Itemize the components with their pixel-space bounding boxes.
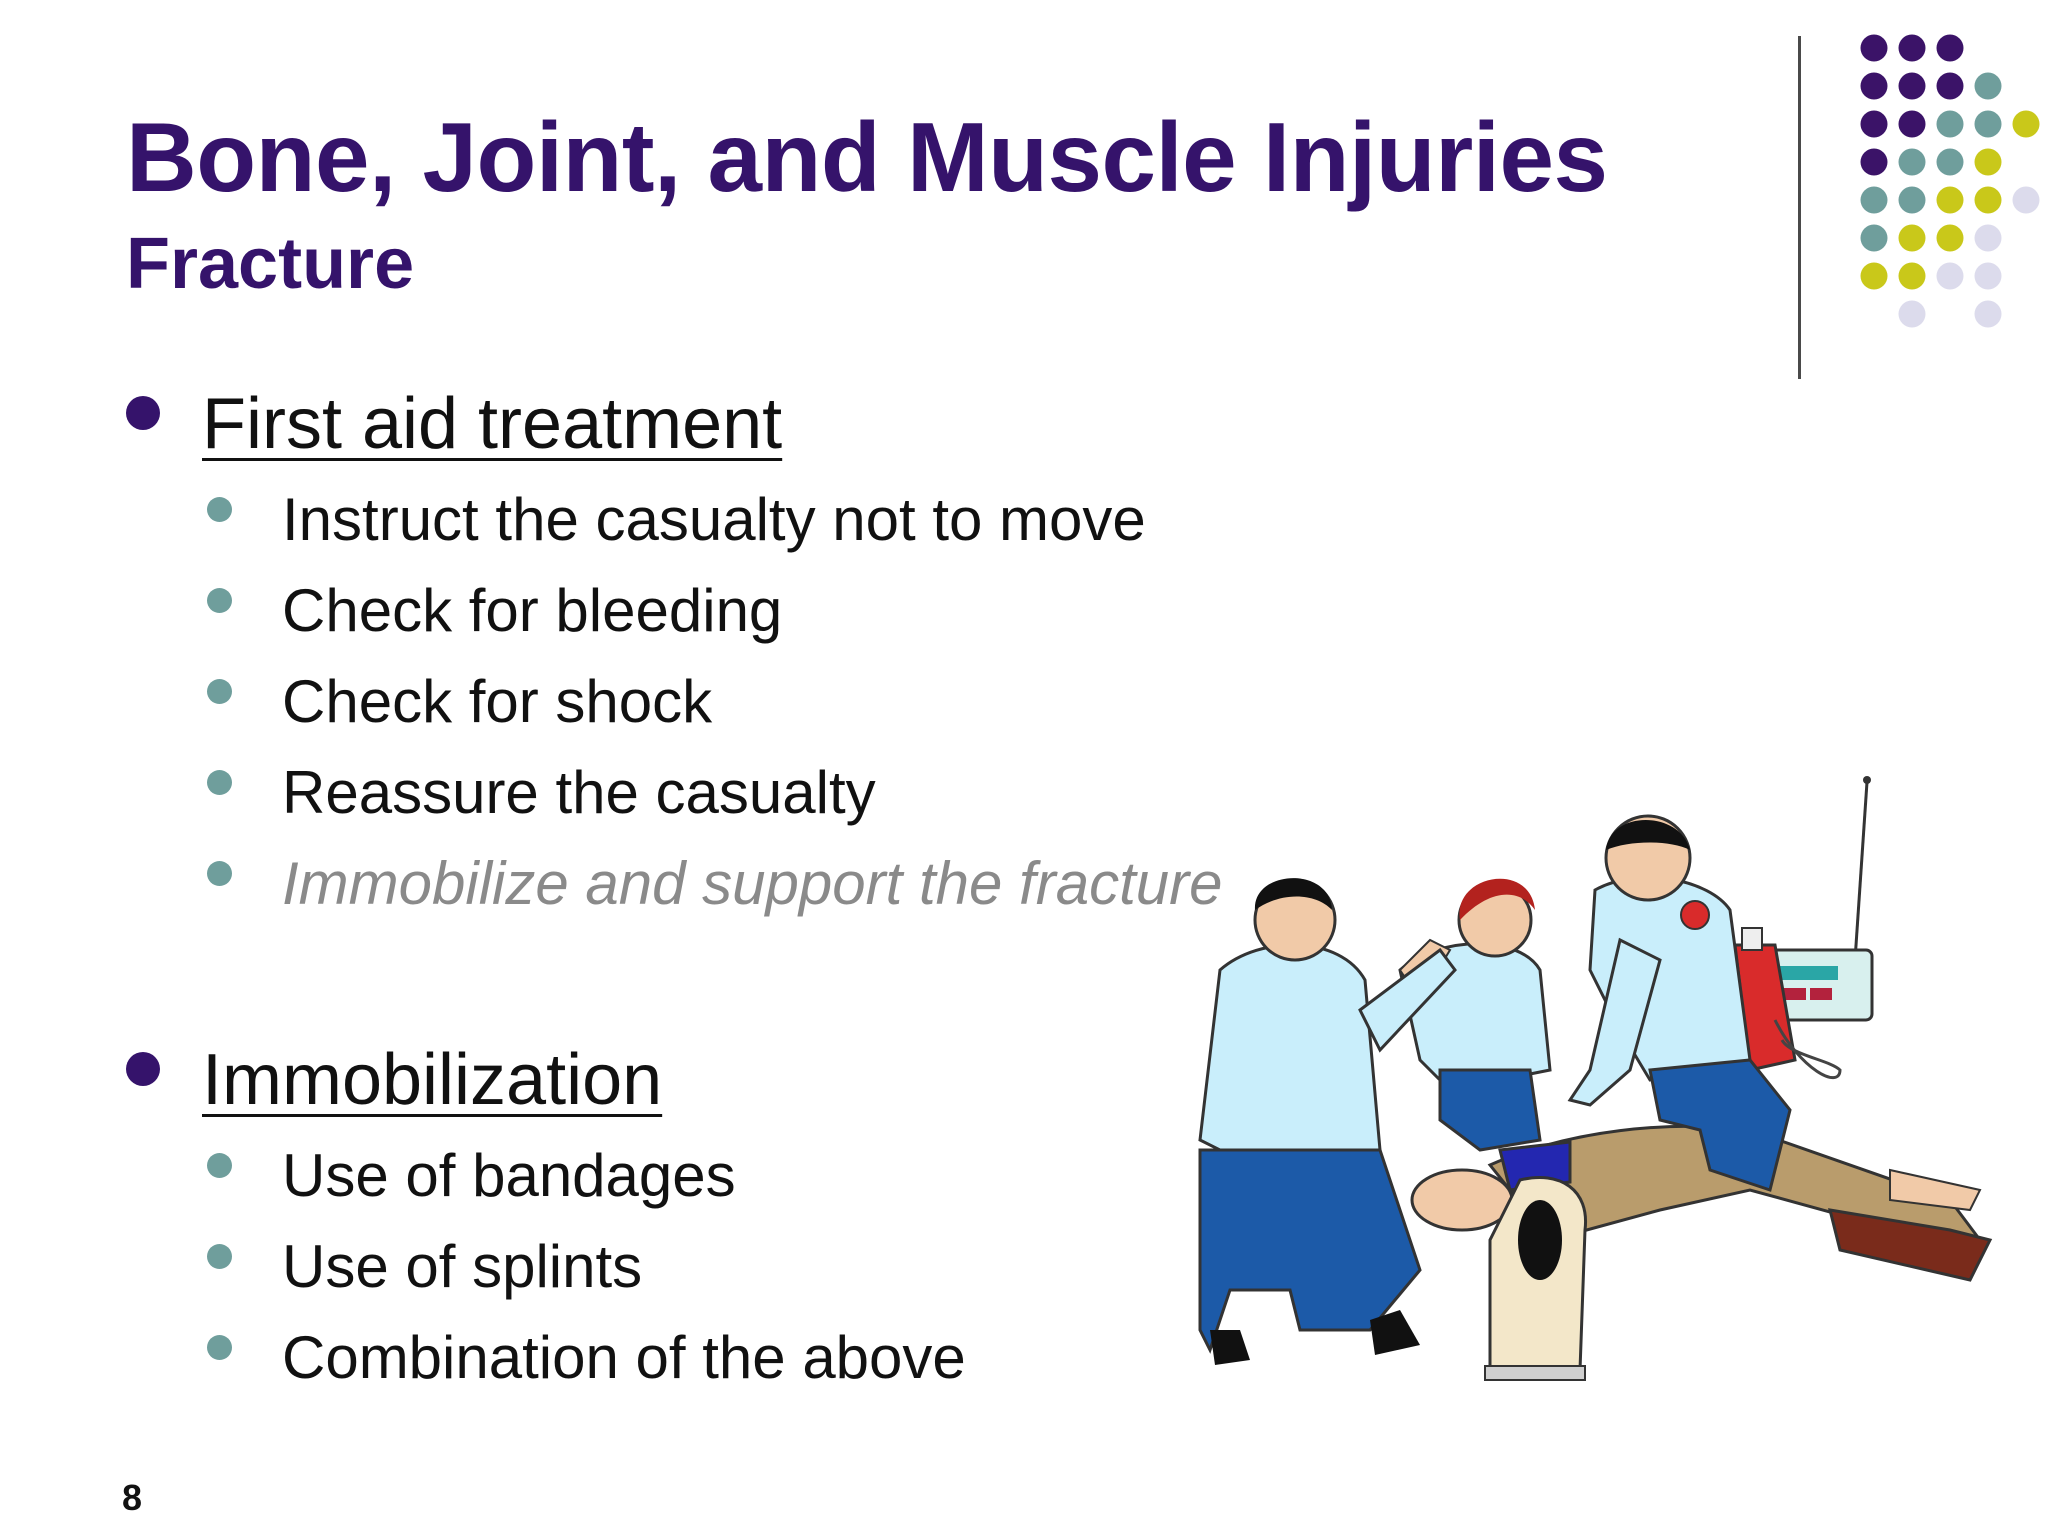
item-bullet-icon xyxy=(207,679,232,704)
item-bullet-icon xyxy=(207,861,232,886)
page-number: 8 xyxy=(122,1477,143,1518)
decorative-dot xyxy=(1899,225,1926,252)
decorative-dot xyxy=(1937,35,1964,62)
decorative-dot xyxy=(1937,187,1964,214)
list-item: Instruct the casualty not to move xyxy=(282,486,1146,553)
decorative-dot xyxy=(1861,73,1888,100)
decorative-dot xyxy=(1937,263,1964,290)
item-bullet-icon xyxy=(207,588,232,613)
decorative-dot xyxy=(1975,111,2002,138)
list-item-dimmed: Immobilize and support the fracture xyxy=(282,850,1223,917)
decorative-dot xyxy=(2013,111,2040,138)
item-bullet-icon xyxy=(207,1244,232,1269)
decorative-dot xyxy=(1899,73,1926,100)
decorative-dot xyxy=(1937,73,1964,100)
list-item: Check for bleeding xyxy=(282,577,783,644)
list-item: Check for shock xyxy=(282,668,713,735)
decorative-dot xyxy=(1861,225,1888,252)
slide-title: Bone, Joint, and Muscle Injuries xyxy=(126,102,1608,212)
list-item: Use of splints xyxy=(282,1233,643,1300)
decorative-dot xyxy=(1975,225,2002,252)
list-item: Use of bandages xyxy=(282,1142,736,1209)
section-bullet-icon xyxy=(126,1052,160,1086)
decorative-dot xyxy=(1975,301,2002,328)
decorative-dot xyxy=(1861,263,1888,290)
slide-subtitle: Fracture xyxy=(126,224,415,304)
decorative-dot xyxy=(1899,35,1926,62)
decorative-dot xyxy=(1899,111,1926,138)
decorative-dot xyxy=(1937,225,1964,252)
decorative-dot xyxy=(1899,263,1926,290)
item-bullet-icon xyxy=(207,1335,232,1360)
decorative-dot xyxy=(1861,187,1888,214)
item-bullet-icon xyxy=(207,1153,232,1178)
decorative-dot xyxy=(1861,111,1888,138)
paramedics-illustration xyxy=(1190,770,2010,1410)
decorative-dot xyxy=(1937,149,1964,176)
section-heading-first-aid: First aid treatment xyxy=(202,384,783,464)
decorative-dot xyxy=(1937,111,1964,138)
section-bullet-icon xyxy=(126,396,160,430)
item-bullet-icon xyxy=(207,770,232,795)
decorative-dot xyxy=(1899,301,1926,328)
decorative-dot-grid xyxy=(0,0,2048,400)
decorative-dot xyxy=(1975,187,2002,214)
decorative-dot xyxy=(1861,149,1888,176)
decorative-dot xyxy=(1975,149,2002,176)
list-item: Reassure the casualty xyxy=(282,759,876,826)
decorative-dot xyxy=(1899,149,1926,176)
section-heading-immobilization: Immobilization xyxy=(202,1040,663,1120)
decorative-dot xyxy=(1861,35,1888,62)
decorative-dot xyxy=(1899,187,1926,214)
decorative-dot xyxy=(1975,73,2002,100)
decorative-dot xyxy=(2013,187,2040,214)
item-bullet-icon xyxy=(207,497,232,522)
decorative-dot xyxy=(1975,263,2002,290)
list-item: Combination of the above xyxy=(282,1324,966,1391)
